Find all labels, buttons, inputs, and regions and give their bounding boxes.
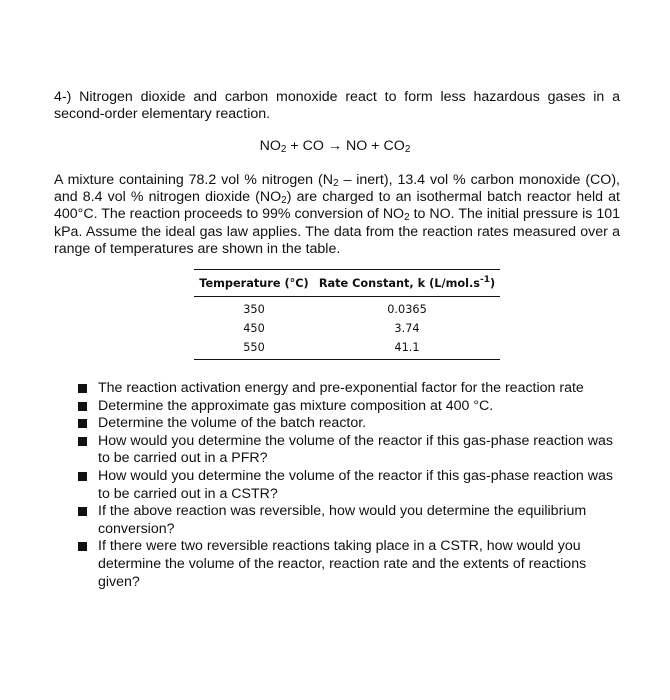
table-row [194, 297, 500, 320]
square-bullet-icon [78, 542, 87, 551]
eq-product-no: NO [346, 138, 368, 154]
header-rate-constant: Rate Constant, k $(L/mol.s^{-1})$ [314, 270, 500, 297]
rate-constant-table [194, 269, 500, 360]
problem-intro: 4-) Nitrogen dioxide and carbon monoxide react to form less hazardous gases in a second-order elementary reaction. [54, 89, 620, 123]
square-bullet-icon [78, 437, 87, 446]
cell-rate-constant: 0.0365 [387, 303, 427, 316]
question-item: How would you determine the volume of the reactor if this gas-phase reaction was to be carried out in a CSTR? [78, 468, 620, 503]
cell-temperature: 550 [194, 338, 314, 360]
square-bullet-icon [78, 472, 87, 481]
question-item: Determine the approximate gas mixture composition at 400 °C. [78, 398, 620, 416]
square-bullet-icon [78, 419, 87, 428]
eq-arrow: → [327, 138, 343, 154]
cell-rate-constant: 41.1 [314, 338, 500, 360]
square-bullet-icon [78, 402, 87, 411]
square-bullet-icon [78, 507, 87, 516]
header-temperature: Temperature (°C) [194, 270, 314, 297]
mixture-description: A mixture containing 78.2 vol % nitrogen ($N_2$ – inert), 13.4 vol % carbon monoxide (CO), and 8.4 vol % nitrogen dioxide $(NO_2)$ are charged to an isothermal batch reactor held at 400°C. The reaction proceeds to 99% conversion of $NO_2$ to NO. The initial pressure is 101 kPa. Assume the ideal gas law applies. The data from the reaction rates measured over a range of temperatures are shown in the table. [54, 172, 620, 257]
table-row [194, 338, 500, 360]
question-item: How would you determine the volume of the reactor if this gas-phase reaction was to be carried out in a PFR? [78, 433, 620, 468]
cell-temperature: 350 [243, 303, 265, 316]
square-bullet-icon [78, 384, 87, 393]
question-item: If the above reaction was reversible, how would you determine the equilibrium conversion? [78, 503, 620, 538]
question-list [78, 380, 620, 591]
eq-reactant-co: CO [302, 138, 324, 154]
eq-reactant-no2: $NO_2$ [259, 138, 287, 155]
cell-rate-constant: 3.74 [394, 322, 420, 335]
table-header-row [194, 270, 500, 297]
reaction-equation [0, 138, 670, 155]
table-row [194, 319, 500, 338]
eq-product-co2: $CO_2$ [383, 138, 411, 155]
eq-plus-2: + [371, 138, 380, 154]
eq-plus: + [290, 138, 299, 154]
question-item: If there were two reversible reactions taking place in a CSTR, how would you determine the volume of the reactor, reaction rate and the extents of reactions given? [78, 538, 620, 591]
question-item: The reaction activation energy and pre-exponential factor for the reaction rate [78, 380, 620, 398]
question-item: Determine the volume of the batch reactor. [78, 415, 620, 433]
cell-temperature: 450 [243, 322, 265, 335]
